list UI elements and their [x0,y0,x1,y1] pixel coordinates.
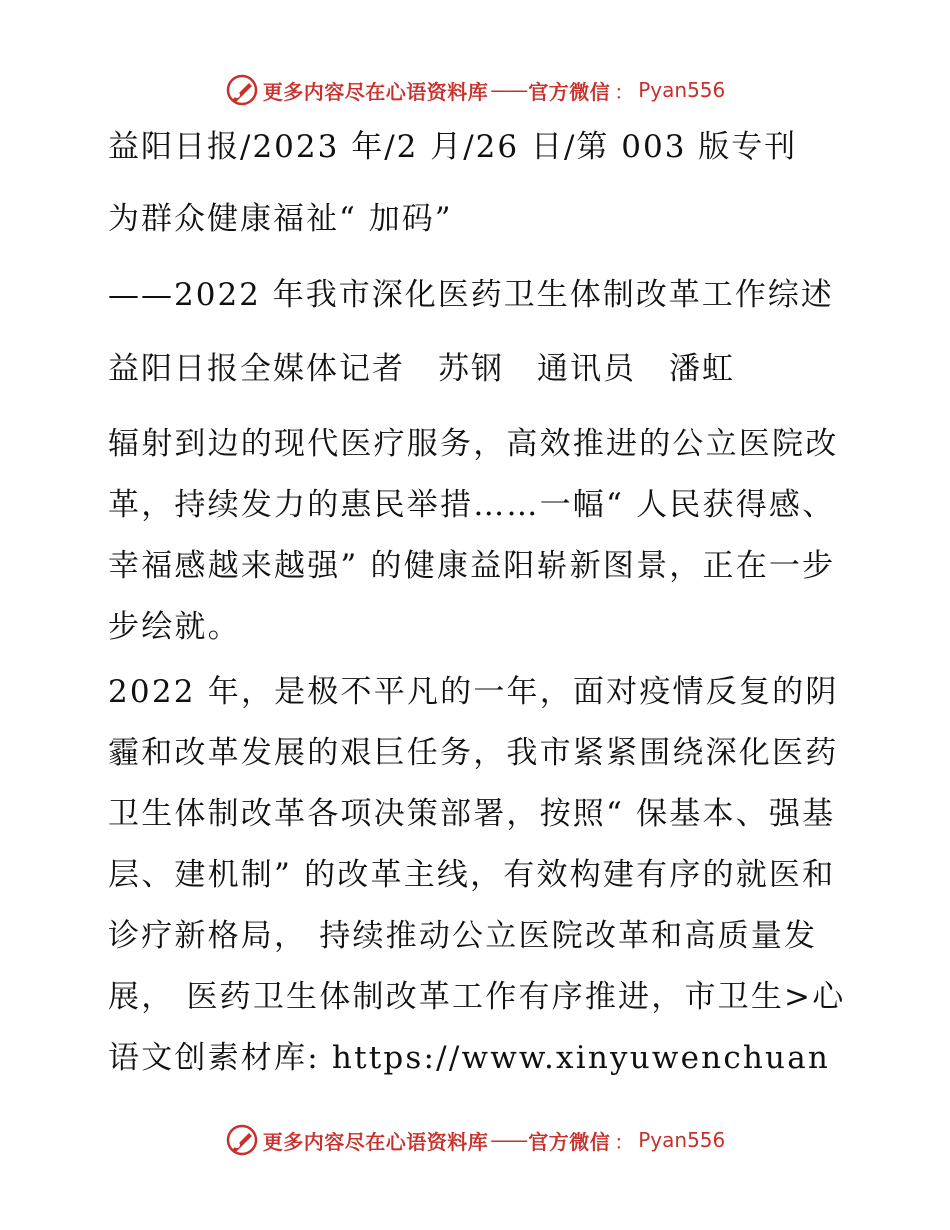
watermark-separator: ： [614,1129,635,1154]
watermark-wechat-id: Pyan556 [638,1128,726,1152]
watermark-banner-bottom [0,1120,950,1160]
article-subtitle: ——2022 年我市深化医药卫生体制改革工作综述 [108,277,834,313]
article-body-1 [98,414,868,658]
article-body-2 [98,662,858,1089]
watermark-wechat-label: 官方微信 [528,1129,611,1154]
watermark-brand-text: 更多内容尽在心语资料库 [262,79,489,104]
watermark-separator: ： [614,79,635,104]
watermark-brand-text: 更多内容尽在心语资料库 [262,1129,489,1154]
watermark-dash: —— [490,78,527,102]
watermark-wechat-id: Pyan556 [638,78,726,102]
byline: 益阳日报全媒体记者 苏钢 通讯员 潘虹 [108,351,735,387]
source-line: 益阳日报/2023 年/2 月/26 日/第 003 版专刊 [108,129,798,165]
paragraph: 辐射到边的现代医疗服务，高效推进的公立医院改革，持续发力的惠民举措……一幅“ 人民获得感、幸福感越来越强” 的健康益阳崭新图景，正在一步步绘就。 [108,426,839,645]
article-title: 为群众健康福祉“ 加码” [108,201,453,237]
watermark-dash: —— [490,1128,527,1152]
pen-logo-icon [225,1123,259,1157]
watermark-wechat-label: 官方微信 [528,79,611,104]
watermark-banner-top [0,70,950,110]
paragraph: 2022 年，是极不平凡的一年，面对疫情反复的阴霾和改革发展的艰巨任务，我市紧紧围绕深化医药卫生体制改革各项决策部署，按照“ 保基本、强基层、建机制” 的改革主线，有效构建有序的就医和诊疗新格局， 持续推动公立医院改革和高质量发展， 医药卫生体制改革工作有序推进，市卫生>心语文创素材库: https://www.xinyuwenchuan [108,674,846,1076]
pen-logo-icon [225,73,259,107]
